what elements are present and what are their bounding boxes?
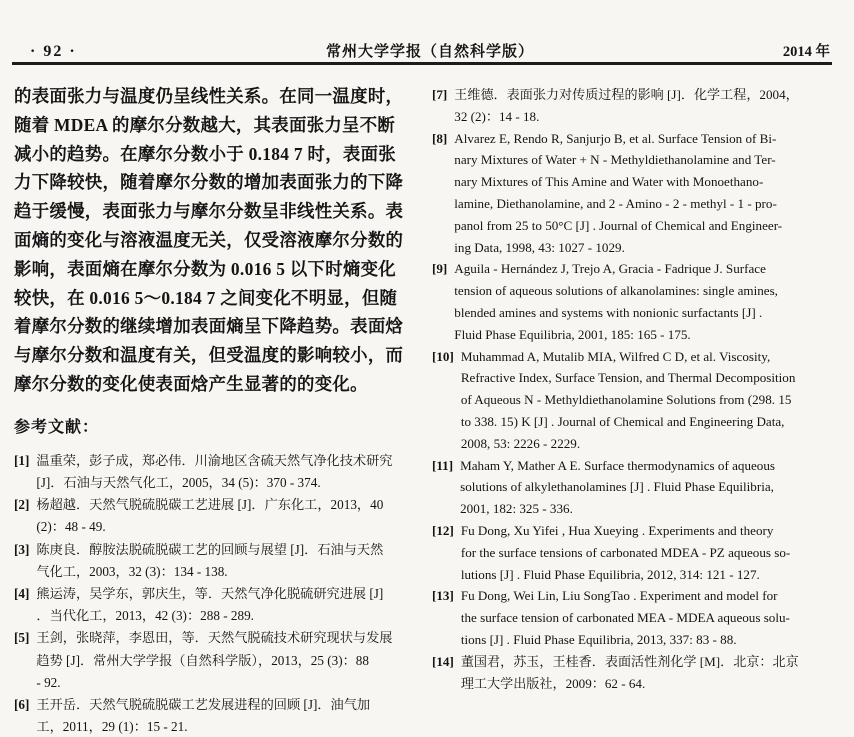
reference-line: of Aqueous N - Methyldiethanolamine Solutions from (298. 15 <box>460 392 792 408</box>
reference-label: [13] <box>432 588 454 604</box>
page-number: · 92 · <box>30 43 77 60</box>
reference-line: 趋势 [J]．常州大学学报（自然科学版），2013，25 (3)：88 <box>36 652 369 668</box>
reference-line: nary Mixtures of This Amine and Water with Monoethano- <box>454 174 764 190</box>
reference-item <box>14 539 422 583</box>
reference-line: lutions [J] . Fluid Phase Equilibria, 2012, 314: 121 - 127. <box>460 566 760 582</box>
reference-line: Fu Dong, Xu Yifei , Hua Xueying . Experiments and theory <box>460 522 774 538</box>
reference-label: [5] <box>14 630 30 646</box>
left-column <box>14 82 422 737</box>
paragraph-line: 较快，在 0.016 5～0.184 7 之间变化不明显，但随 <box>14 287 398 308</box>
reference-line: the surface tension of carbonated MEA - MDEA aqueous solu- <box>460 610 790 626</box>
reference-list-right <box>432 84 846 694</box>
reference-item <box>432 651 846 695</box>
header-divider <box>12 62 832 65</box>
reference-line: - 92. <box>36 674 61 690</box>
reference-line: 温重荣，彭子成，郑必伟．川渝地区含硫天然气净化技术研究 <box>36 452 393 468</box>
body-paragraph <box>14 82 422 399</box>
reference-label: [7] <box>432 87 448 102</box>
reference-line: panol from 25 to 50°C [J] . Journal of Chemical and Engineer- <box>454 217 783 233</box>
reference-line: Refractive Index, Surface Tension, and Thermal Decomposition <box>460 370 796 386</box>
reference-line: 熊运涛，吴学东，郭庆生，等．天然气净化脱硫研究进展 [J] <box>36 585 384 601</box>
paragraph-line: 随着 MDEA 的摩尔分数越大，其表面张力呈不断 <box>14 114 396 135</box>
paragraph-line: 面熵的变化与溶液温度无关，仅受溶液摩尔分数的 <box>14 229 404 250</box>
reference-line: lamine, Diethanolamine, and 2 - Amino - 2 - methyl - 1 - pro- <box>454 195 777 211</box>
reference-item <box>432 128 846 259</box>
reference-list-left <box>14 450 422 737</box>
reference-line: ing Data, 1998, 43: 1027 - 1029. <box>454 239 625 255</box>
paragraph-line: 力下降较快，随着摩尔分数的增加表面张力的下降 <box>14 172 404 193</box>
reference-line: Muhammad A, Mutalib MIA, Wilfred C D, et al. Viscosity, <box>460 348 771 364</box>
reference-line: 2001, 182: 325 - 336. <box>460 501 573 517</box>
reference-line: blended amines and systems with nonionic surfactants [J] . <box>454 304 763 320</box>
reference-line: nary Mixtures of Water + N - Methyldiethanolamine and Ter- <box>454 152 776 168</box>
reference-label: [6] <box>14 697 30 712</box>
reference-label: [12] <box>432 522 454 538</box>
reference-line: to 338. 15) K [J] . Journal of Chemical and Engineering Data, <box>460 413 785 429</box>
reference-line: tension of aqueous solutions of alkanolamines: single amines, <box>454 283 778 299</box>
reference-item <box>14 627 422 694</box>
reference-line: Fluid Phase Equilibria, 2001, 185: 165 - 175. <box>454 326 691 342</box>
reference-label: [1] <box>14 452 30 468</box>
reference-item <box>14 694 422 737</box>
paragraph-line: 影响，表面熵在摩尔分数为 0.016 5 以下时熵变化 <box>14 258 397 279</box>
journal-title: 常州大学学报（自然科学版） <box>325 44 534 60</box>
reference-item <box>432 346 846 455</box>
reference-item <box>432 258 846 345</box>
reference-item <box>14 450 422 494</box>
reference-line: solutions of alkylethanolamines [J] . Fluid Phase Equilibria, <box>460 479 774 495</box>
reference-line: 董国君，苏玉，王桂香．表面活性剂化学 [M]．北京：北京 <box>460 653 799 669</box>
reference-label: [10] <box>432 348 454 364</box>
paragraph-line: 的表面张力与温度仍呈线性关系。在同一温度时， <box>14 86 404 106</box>
paragraph-line: 着摩尔分数的继续增加表面熵呈下降趋势。表面焓 <box>14 316 404 337</box>
reference-line: Maham Y, Mather A E. Surface thermodynamics of aqueous <box>460 457 775 473</box>
right-column <box>432 84 846 694</box>
reference-label: [3] <box>14 541 30 557</box>
reference-item <box>432 585 846 650</box>
reference-line: 王开岳．天然气脱硫脱碳工艺发展进程的回顾 [J]．油气加 <box>36 697 371 712</box>
paragraph-line: 与摩尔分数和温度有关，但受温度的影响较小，而 <box>14 345 404 366</box>
reference-line: [J]．石油与天然气化工，2005，34 (5)：370 - 374. <box>36 474 321 490</box>
reference-line: 杨超越．天然气脱硫脱碳工艺进展 [J]．广东化工，2013，40 <box>36 497 384 513</box>
issue-year: 2014 年 <box>782 44 830 60</box>
reference-line: tions [J] . Fluid Phase Equilibria, 2013, 337: 83 - 88. <box>460 631 737 647</box>
reference-line: 工，2011，29 (1)：15 - 21. <box>36 719 188 735</box>
paragraph-line: 减小的趋势。在摩尔分数小于 0.184 7 时，表面张 <box>14 143 397 164</box>
reference-item <box>432 520 846 585</box>
reference-line: Aguila - Hernández J, Trejo A, Gracia - Fadrique J. Surface <box>454 261 766 277</box>
reference-label: [11] <box>432 457 454 473</box>
reference-label: [2] <box>14 497 30 513</box>
reference-item <box>14 583 422 627</box>
reference-line: Alvarez E, Rendo R, Sanjurjo B, et al. Surface Tension of Bi- <box>454 130 777 146</box>
reference-item <box>14 494 422 538</box>
reference-label: [14] <box>432 653 454 669</box>
page-header <box>30 40 830 62</box>
references-heading: 参考文献： <box>14 418 100 436</box>
reference-label: [4] <box>14 585 30 601</box>
paragraph-line: 摩尔分数的变化使表面焓产生显著的的变化。 <box>14 373 368 394</box>
reference-label: [9] <box>432 261 448 277</box>
reference-line: 气化工，2003，32 (3)：134 - 138. <box>36 563 228 579</box>
reference-line: 王维德．表面张力对传质过程的影响 [J]．化学工程，2004， <box>454 87 799 102</box>
reference-line: for the surface tensions of carbonated MDEA - PZ aqueous so- <box>460 544 791 560</box>
reference-line: ．当代化工，2013，42 (3)：288 - 289. <box>36 608 254 624</box>
reference-label: [8] <box>432 130 448 146</box>
reference-line: 陈庚良．醇胺法脱硫脱碳工艺的回顾与展望 [J]．石油与天然 <box>36 541 384 557</box>
reference-line: 理工大学出版社，2009：62 - 64. <box>460 675 646 691</box>
reference-line: 2008, 53: 2226 - 2229. <box>460 435 581 451</box>
reference-line: (2)：48 - 49. <box>36 519 106 535</box>
reference-line: Fu Dong, Wei Lin, Liu SongTao . Experiment and model for <box>460 588 778 604</box>
reference-line: 王剑，张晓萍，李恩田，等．天然气脱硫技术研究现状与发展 <box>36 630 393 646</box>
reference-item <box>432 84 846 128</box>
reference-item <box>432 455 846 520</box>
paragraph-line: 趋于缓慢，表面张力与摩尔分数呈非线性关系。表 <box>14 201 404 222</box>
reference-line: 32 (2)：14 - 18. <box>454 108 540 124</box>
